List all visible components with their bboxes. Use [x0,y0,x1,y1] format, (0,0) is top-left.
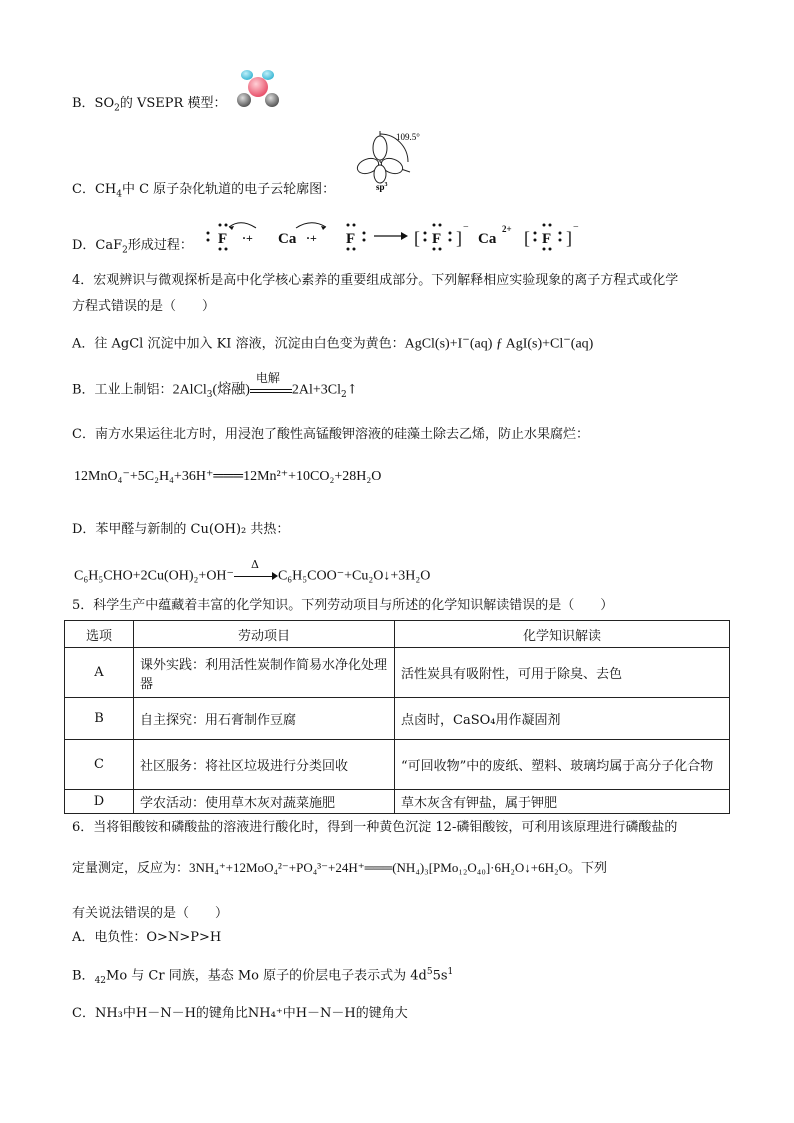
option-cell: C [65,740,134,790]
fluoride-symbol: F [542,231,552,247]
bond-angle-label: 109.5° [396,132,420,142]
column-header: 选项 [65,621,134,648]
table-row [65,790,730,814]
explanation-cell: 草木灰含有钾盐，属于钾肥 [395,790,730,814]
q4-option-c: C．南方水果运往北方时，用浸泡了酸性高锰酸钾溶液的硅藻土除去乙烯，防止水果腐烂： [72,427,589,442]
calcium-ion-charge: 2+ [502,224,512,234]
fluorine-symbol: F [218,231,228,247]
option-cell: D [65,790,134,814]
q3-option-d: D．CaF$_2$形成过程： [72,238,193,256]
q3-option-b: B．$SO_2$的 VSEPR 模型： [72,96,227,114]
svg-text:]: ] [566,228,572,248]
labor-item-cell: 社区服务：将社区垃圾进行分类回收 [134,740,395,790]
q6-stem-line2: 定量测定，反应为：3NH₄⁺+12MoO₄²⁻+PO₄³⁻+24H⁺═══(NH₄)₃[PMo₁₂O₄₀]·6H₂O↓+6H₂O。下列 [72,860,607,876]
q3-option-c: C．$CH_4$中 C 原子杂化轨道的电子云轮廓图： [72,182,336,200]
labor-item-cell: 课外实践：利用活性炭制作简易水净化处理器 [134,648,395,698]
q4-option-d: D．苯甲醛与新制的 Cu(OH)₂ 共热： [72,522,290,537]
q4-option-c-equation: 12MnO₄⁻+5C₂H₄+36H⁺═══12Mn²⁺+10CO₂+28H₂O [74,469,382,484]
column-header: 劳动项目 [134,621,395,648]
q6-stem-line3: 有关说法错误的是（ ） [72,906,229,921]
svg-text:[: [ [524,228,530,248]
q5-stem: 5．科学生产中蕴藏着丰富的化学知识。下列劳动项目与所述的化学知识解读错误的是（ ） [72,598,614,613]
fluoride-charge: − [573,222,579,233]
calcium-ion-symbol: Ca [478,231,497,247]
q4-option-d-equation: C₆H₅CHO+2Cu(OH)₂+OH⁻ Δ C₆H₅COO⁻+Cu₂O↓+3H₂O [74,566,430,587]
explanation-cell: “可回收物”中的废纸、塑料、玻璃均属于高分子化合物 [395,740,730,790]
table-row [65,648,730,698]
fluoride-symbol: F [432,231,442,247]
q6-option-c: C．NH₃中H－N－H的键角比NH₄⁺中H－N－H的键角大 [72,1006,408,1021]
sp3-orbital-diagram [352,128,432,192]
option-cell: B [65,698,134,740]
table-header-row [65,621,730,648]
q6-option-b: B．$_{42}$Mo 与 Cr 同族，基态 Mo 原子的价层电子表示式为 $4d^55s^1$ [72,967,454,986]
caf2-electron-dot-formation [196,216,600,256]
table-row [65,740,730,790]
so2-vsepr-model-image [232,66,288,110]
svg-text:[: [ [414,228,420,248]
labor-item-cell: 学农活动：使用草木灰对蔬菜施肥 [134,790,395,814]
heat-arrow: Δ [234,566,278,586]
electron-cross: ·+ [306,231,317,245]
option-cell: A [65,648,134,698]
q4-stem-line2: 方程式错误的是（ ） [72,299,216,314]
calcium-symbol: Ca [278,231,297,247]
column-header: 化学知识解读 [395,621,730,648]
q4-stem-line1: 4．宏观辨识与微观探析是高中化学核心素养的重要组成部分。下列解释相应实验现象的离子方程式或化学 [72,273,679,288]
explanation-cell: 活性炭具有吸附性，可用于除臭、去色 [395,648,730,698]
q4-option-b: B．工业上制铝：2AlCl$_3$(熔融) 电解 $2Al+3Cl_2↑$ [72,371,358,401]
q4-option-a: A．往 AgCl 沉淀中加入 KI 溶液，沉淀由白色变为黄色：AgCl(s)+I−(aq) ƒ AgI(s)+Cl−(aq) [72,335,594,352]
explanation-cell: 点卤时，CaSO₄用作凝固剂 [395,698,730,740]
table-row [65,698,730,740]
electrolysis-arrow: 电解 [250,380,292,400]
labor-item-cell: 自主探究：用石膏制作豆腐 [134,698,395,740]
fluoride-charge: − [463,222,469,233]
labor-project-table [64,620,730,814]
sp3-label: $sp^3$ [376,182,388,192]
q6-option-a: A．电负性：O>N>P>H [72,930,222,945]
q6-stem-line1: 6．当将钼酸铵和磷酸盐的溶液进行酸化时，得到一种黄色沉淀 12-磷钼酸铵，可利用该原理进行磷酸盐的 [72,820,678,835]
electron-cross: ·+ [242,231,253,245]
fluorine-symbol: F [346,231,356,247]
svg-text:]: ] [456,228,462,248]
